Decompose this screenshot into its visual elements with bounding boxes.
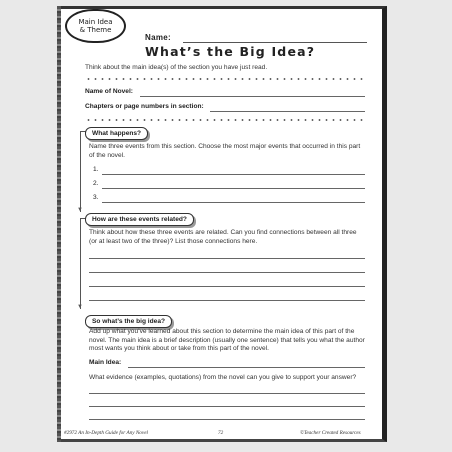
event-number: 3. [93,194,99,201]
connection-line[interactable] [89,300,365,301]
evidence-line[interactable] [89,419,365,420]
event-line-2[interactable] [102,188,365,189]
name-field [145,33,367,43]
chapters-line[interactable] [210,111,365,112]
what-happens-heading: What happens? [85,127,148,140]
section-bracket [80,131,86,212]
topic-badge [65,9,126,43]
section-bracket [80,218,86,309]
badge-line-1: Main Idea [78,18,113,26]
evidence-line[interactable] [89,406,365,407]
arrow-down-icon: ▼ [77,304,83,310]
chapters-label: Chapters or page numbers in section: [85,103,204,110]
what-happens-text: Name three events from this section. Choose the most major events that occurred in this part of the novel. [89,143,361,159]
name-label: Name: [145,33,171,42]
novel-label: Name of Novel: [85,88,133,95]
event-line-1[interactable] [102,174,365,175]
big-idea-heading: So what’s the big idea? [85,315,172,328]
events-related-heading: How are these events related? [85,213,194,226]
evidence-prompt: What evidence (examples, quotations) from the novel can you give to support your answer? [89,374,357,381]
badge-line-2: & Theme [79,26,112,34]
page-title: What’s the Big Idea? [145,44,316,59]
page-edge-texture [57,6,61,442]
arrow-down-icon: ▼ [77,207,83,213]
main-idea-line[interactable] [128,367,365,368]
connection-line[interactable] [89,286,365,287]
name-line[interactable] [183,42,367,43]
events-related-text: Think about how these three events are related. Can you find connections between all three (or at least two of the three)? List those connections here. [89,229,357,245]
event-line-3[interactable] [102,202,365,203]
big-idea-text: Add up what you’ve learned about this section to determine the main idea of this part of the novel. The main idea is a brief description (usually one sentence) that tells you what the author most wants you think about or take from this part of the novel. [89,328,365,352]
intro-text: Think about the main idea(s) of the section you have just read. [85,64,268,71]
event-number: 2. [93,180,99,187]
evidence-line[interactable] [89,393,365,394]
dotted-divider [85,118,365,122]
footer-left: #2972 An In-Depth Guide for Any Novel [64,430,148,436]
footer-right: ©Teacher Created Resources [300,430,361,436]
connection-line[interactable] [89,258,365,259]
connection-line[interactable] [89,272,365,273]
novel-line[interactable] [140,96,365,97]
main-idea-label: Main Idea: [89,359,122,366]
dotted-divider [85,77,365,81]
page-number: 72 [218,430,224,436]
event-number: 1. [93,166,99,173]
